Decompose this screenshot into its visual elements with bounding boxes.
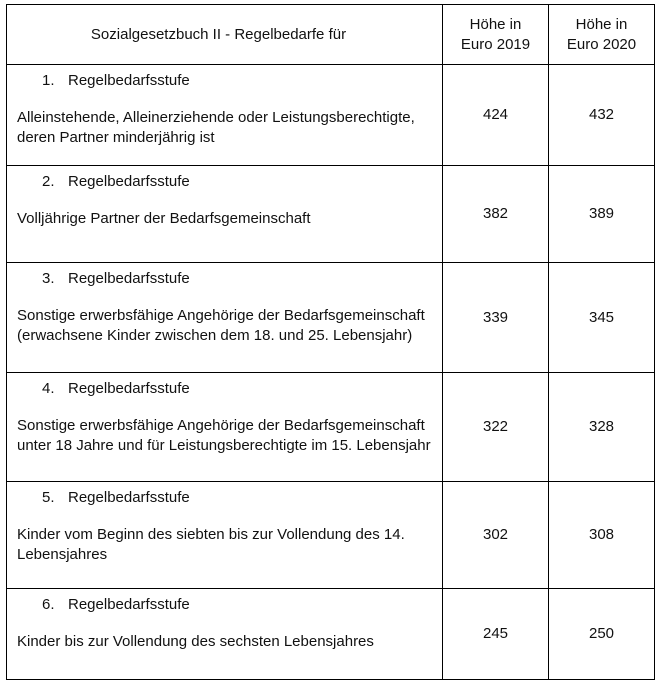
- row-description-cell: [7, 373, 443, 482]
- stufe-label: Regelbedarfsstufe: [68, 173, 190, 190]
- table-row: [7, 263, 655, 373]
- table-header: [7, 5, 655, 65]
- value-2020: 345: [549, 263, 655, 373]
- stufe-number: 1.: [42, 72, 55, 89]
- stufe-heading: [17, 379, 436, 399]
- stufe-label: Regelbedarfsstufe: [68, 596, 190, 613]
- stufe-description: Kinder vom Beginn des siebten bis zur Vollendung des 14. Lebensjahres: [17, 526, 405, 563]
- stufe-label: Regelbedarfsstufe: [68, 270, 190, 287]
- stufe-description: Alleinstehende, Alleinerziehende oder Leistungsberechtigte, deren Partner minderjährig ist: [17, 109, 415, 146]
- value-2020: 250: [549, 589, 655, 680]
- table-row: [7, 589, 655, 680]
- stufe-label: Regelbedarfsstufe: [68, 489, 190, 506]
- stufe-description: Sonstige erwerbsfähige Angehörige der Bedarfsgemeinschaft unter 18 Jahre und für Leistungsberechtigte im 15. Lebensjahr: [17, 417, 431, 454]
- stufe-number: 6.: [42, 596, 55, 613]
- value-2020: 432: [549, 65, 655, 166]
- row-description-cell: [7, 65, 443, 166]
- stufe-description: Sonstige erwerbsfähige Angehörige der Bedarfsgemeinschaft (erwachsene Kinder zwischen dem 18. und 25. Lebensjahr): [17, 307, 425, 344]
- stufe-heading: [17, 71, 436, 91]
- row-description-cell: [7, 263, 443, 373]
- stufe-number: 4.: [42, 380, 55, 397]
- stufe-number: 5.: [42, 489, 55, 506]
- value-2019: 424: [443, 65, 549, 166]
- stufe-description: Volljährige Partner der Bedarfsgemeinschaft: [17, 210, 311, 227]
- table-row: [7, 65, 655, 166]
- header-2020-line2: Euro 2020: [566, 35, 637, 53]
- row-description-cell: [7, 589, 443, 680]
- table-row: [7, 166, 655, 263]
- regelbedarfe-table-container: [6, 4, 655, 680]
- stufe-description: Kinder bis zur Vollendung des sechsten Lebensjahres: [17, 633, 374, 650]
- header-label: Sozialgesetzbuch II - Regelbedarfe für: [7, 5, 443, 65]
- value-2019: 322: [443, 373, 549, 482]
- row-description-cell: [7, 482, 443, 589]
- table-row: [7, 482, 655, 589]
- header-2019: [443, 5, 549, 65]
- header-2020: [549, 5, 655, 65]
- stufe-heading: [17, 488, 436, 508]
- value-2020: 328: [549, 373, 655, 482]
- value-2019: 302: [443, 482, 549, 589]
- value-2020: 308: [549, 482, 655, 589]
- stufe-label: Regelbedarfsstufe: [68, 72, 190, 89]
- stufe-heading: [17, 595, 436, 615]
- header-2019-line2: Euro 2019: [460, 35, 531, 53]
- stufe-label: Regelbedarfsstufe: [68, 380, 190, 397]
- stufe-heading: [17, 269, 436, 289]
- stufe-number: 3.: [42, 270, 55, 287]
- value-2019: 339: [443, 263, 549, 373]
- stufe-number: 2.: [42, 173, 55, 190]
- header-row: [7, 5, 655, 65]
- regelbedarfe-table: [6, 4, 655, 680]
- stufe-heading: [17, 172, 436, 192]
- header-2019-line1: Höhe in: [469, 15, 522, 33]
- value-2020: 389: [549, 166, 655, 263]
- row-description-cell: [7, 166, 443, 263]
- table-body: [7, 65, 655, 680]
- value-2019: 382: [443, 166, 549, 263]
- table-row: [7, 373, 655, 482]
- header-2020-line1: Höhe in: [575, 15, 628, 33]
- value-2019: 245: [443, 589, 549, 680]
